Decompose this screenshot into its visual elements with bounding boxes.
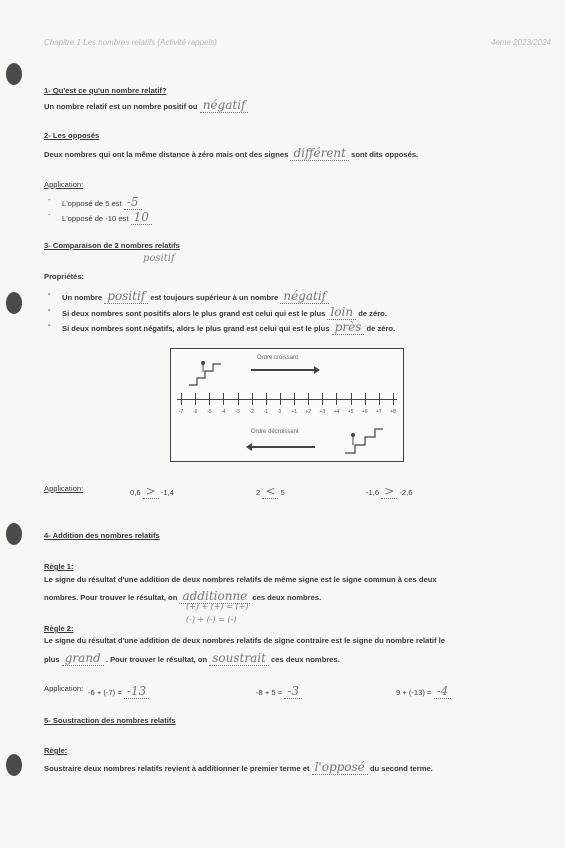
bullet-answer: positif (104, 289, 148, 304)
section-1-sentence: Un nombre relatif est un nombre positif ou (44, 102, 198, 111)
number-line-tick (238, 393, 239, 405)
comparison-1 (130, 484, 174, 498)
number-line-tick (294, 393, 295, 405)
number-line-tick (195, 393, 196, 405)
item-answer: 10 (131, 210, 152, 225)
comparison-left: 2 (256, 488, 261, 497)
addition-answer: -3 (284, 684, 302, 699)
rule-2-answer-2: soustrait (209, 651, 269, 666)
number-line-tick-label: +8 (390, 409, 396, 415)
number-line-tick (393, 393, 394, 405)
page-header (44, 38, 551, 47)
section-3-bullet-1 (62, 289, 329, 303)
number-line-tick (351, 393, 352, 405)
section-2-title: 2- Les opposés (44, 131, 100, 140)
section-3-application-title: Application: (44, 484, 84, 493)
number-line-tick-label: -3 (235, 409, 240, 415)
number-line-tick (209, 393, 210, 405)
comparison-sign: > (143, 484, 159, 499)
comparison-right: 5 (280, 488, 285, 497)
bullet-text: Un nombre (62, 293, 103, 302)
rule-text: plus (44, 655, 60, 664)
header-chapter: Chapitre 1 Les nombres relatifs (Activité rappels) (44, 38, 217, 47)
number-line-tick (252, 393, 253, 405)
section-2-sentence-end: sont dits opposés. (351, 150, 419, 159)
section-3-title: 3- Comparaison de 2 nombres relatifs (44, 241, 180, 250)
punch-hole (6, 523, 22, 545)
item-answer: -5 (124, 195, 142, 210)
section-3-bullet-3 (62, 320, 395, 334)
section-2-item-2 (62, 210, 152, 224)
bullet-text: Si deux nombres sont positifs alors le plus grand est celui qui est le plus (62, 309, 326, 318)
rule-text: ces deux nombres. (252, 593, 322, 602)
section-2-sentence-start: Deux nombres qui ont la même distance à zéro mais ont des signes (44, 150, 289, 159)
bullet-answer: loin (327, 305, 356, 320)
handwritten-note: positif (143, 253, 175, 264)
comparison-sign: > (381, 484, 397, 499)
bullet-answer: négatif (280, 289, 329, 304)
punch-hole (6, 63, 22, 85)
number-line-tick-label: -6 (192, 409, 198, 415)
addition-expression: -6 + (-7) = (88, 688, 122, 697)
rule-text: Soustraire deux nombres relatifs revient à additionner le premier terme et (44, 764, 310, 773)
staircase-up-icon (189, 357, 223, 387)
rule-2-answer-1: grand (62, 651, 104, 666)
number-line-tick (266, 393, 267, 405)
section-2-item-1 (62, 195, 142, 209)
bullet-text: Si deux nombres sont négatifs, alors le plus grand est celui qui est le plus (62, 324, 330, 333)
section-3-bullet-2 (62, 305, 387, 319)
addition-answer: -4 (434, 684, 452, 699)
descending-arrow (251, 446, 315, 448)
comparison-left: 0,6 (130, 488, 141, 497)
number-line-diagram (170, 348, 404, 462)
rule-2-title: Règle 2: (44, 624, 74, 633)
section-1-answer: négatif (200, 98, 249, 113)
punch-hole (6, 292, 22, 314)
number-line-tick-label: +3 (319, 409, 326, 415)
rule-text: . Pour trouver le résultat, on (105, 655, 208, 664)
ascending-arrow (251, 369, 315, 371)
comparison-sign: < (262, 484, 278, 499)
number-line-tick (336, 393, 337, 405)
section-4-title: 4- Addition des nombres relatifs (44, 531, 160, 540)
item-label: L'opposé de 5 est (62, 199, 122, 208)
number-line-tick-label: -1 (263, 409, 269, 415)
addition-expression: -8 + 5 = (256, 688, 283, 697)
section-2-application-title: Application: (44, 180, 84, 189)
section-2-text (44, 146, 418, 160)
comparison-3 (366, 484, 413, 498)
number-line-tick (365, 393, 366, 405)
addition-expression: 9 + (-13) = (396, 688, 432, 697)
section-4-application-title: Application: (44, 684, 84, 693)
section-1-title: 1- Qu'est ce qu'un nombre relatif? (44, 86, 167, 95)
section-5-answer: l'opposé (312, 760, 368, 775)
bullet-text: est toujours supérieur à un nombre (150, 293, 279, 302)
rule-2-line-1: Le signe du résultat d'une addition de deux nombres relatifs de signe contraire est le signe du nombre relatif le (44, 636, 445, 645)
section-5-title: 5- Soustraction des nombres relatifs (44, 716, 176, 725)
rule-text: ces deux nombres. (271, 655, 340, 664)
number-line-tick-label: -7 (178, 409, 184, 415)
number-line-tick (379, 393, 380, 405)
punch-hole (6, 754, 22, 776)
descending-order-label: Ordre décroissant (251, 429, 299, 435)
number-line-tick-label: -4 (221, 409, 226, 415)
number-line-tick-label: +1 (291, 409, 297, 415)
bullet-text: de zéro. (366, 324, 396, 333)
bullet-answer: près (332, 320, 365, 335)
section-2-answer: différent (290, 146, 349, 161)
ascending-order-label: Ordre croissant (257, 355, 299, 361)
section-5-rule-text (44, 760, 433, 774)
number-line-tick (223, 393, 224, 405)
section-5-rule-title: Règle: (44, 746, 68, 755)
rule-text: du second terme. (369, 764, 433, 773)
section-1-text (44, 98, 248, 112)
rule-1-line-2 (44, 589, 321, 603)
number-line-tick-label: +4 (333, 409, 340, 415)
number-line-tick-label: -2 (249, 409, 254, 415)
section-3-properties-title: Propriétés: (44, 272, 85, 281)
number-line-tick-label: +5 (347, 409, 354, 415)
number-line-tick-label: +6 (361, 409, 368, 415)
comparison-left: -1,6 (366, 488, 380, 497)
item-label: L'opposé de -10 est (62, 214, 129, 223)
number-line-tick-label: +7 (376, 409, 382, 415)
comparison-2 (256, 484, 285, 498)
bullet-text: de zéro. (358, 309, 387, 318)
addition-3 (396, 684, 451, 698)
number-line-tick (181, 393, 182, 405)
handwritten-sign-rule-2: (-) + (-) = (-) (186, 615, 237, 624)
rule-1-line-1: Le signe du résultat d'une addition de deux nombres relatifs de même signe est le signe commun à ces deux (44, 575, 437, 584)
addition-1 (88, 684, 149, 698)
number-line-tick (322, 393, 323, 405)
number-line-tick (280, 393, 281, 405)
rule-1-title: Règle 1: (44, 562, 74, 571)
handwritten-sign-rule-1: (+) + (+) = (+) (186, 602, 249, 611)
rule-2-line-2 (44, 651, 340, 665)
rule-text: nombres. Pour trouver le résultat, on (44, 593, 178, 602)
rule-1-answer: additionne (179, 589, 250, 604)
number-line-tick-label: -5 (207, 409, 212, 415)
number-line-tick (308, 393, 309, 405)
addition-2 (256, 684, 302, 698)
comparison-right: -1,4 (160, 488, 174, 497)
number-line-tick-label: +2 (305, 409, 312, 415)
staircase-down-icon (345, 423, 385, 455)
header-class-year: 4eme 2023/2024 (490, 38, 551, 47)
comparison-right: -2,6 (399, 488, 413, 497)
number-line-tick-label: 0 (278, 409, 282, 415)
addition-answer: -13 (124, 684, 149, 699)
